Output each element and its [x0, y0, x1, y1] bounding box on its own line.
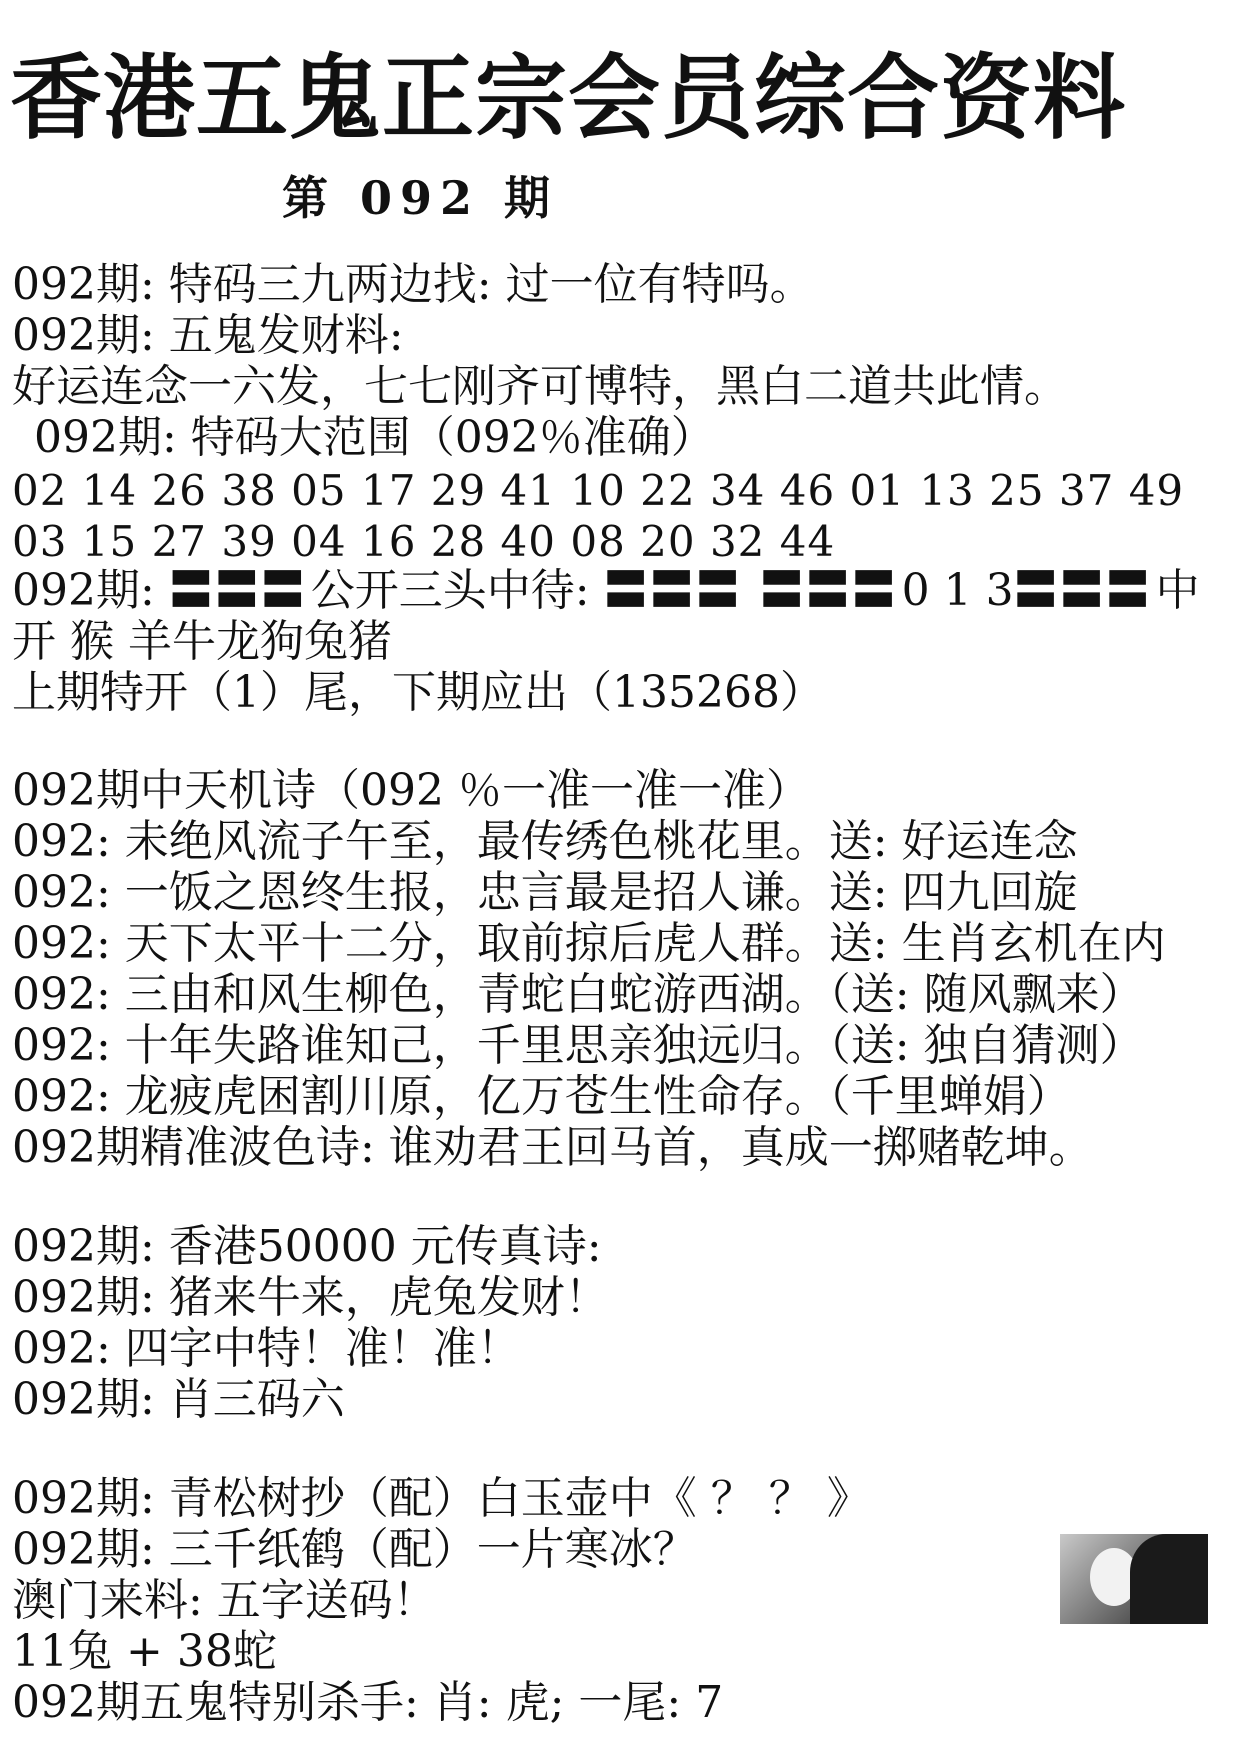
three-heads-digits: 0 1 3: [901, 565, 1014, 616]
portrait-photo: [1060, 1534, 1208, 1624]
text-line: 澳门来料: 五字送码！: [12, 1575, 437, 1626]
portrait-hair: [1130, 1534, 1208, 1624]
three-heads-line: [12, 566, 1200, 616]
three-heads-text: 公开三头中待:: [310, 565, 590, 616]
three-heads-suffix: 中: [1155, 565, 1200, 616]
text-line: 092期: 青松树抄（配）白玉壶中《 ？ ？ 》: [12, 1473, 871, 1524]
text-line: 092: 天下太平十二分，取前掠后虎人群。送: 生肖玄机在内: [12, 918, 1166, 969]
text-line: 好运连念一六发，七七刚齐可博特，黑白二道共此情。: [12, 361, 1068, 412]
text-line: 11兔 + 38蛇: [12, 1626, 277, 1677]
text-line: 092期: 特码大范围（092％准确）: [34, 412, 715, 463]
text-line: 092期: 五鬼发财料:: [12, 310, 404, 361]
text-line: 092: 十年失路谁知己，千里思亲独远归。（送: 独自猜测）: [12, 1020, 1144, 1071]
text-line: 092: 四字中特！准！准！: [12, 1323, 521, 1374]
text-line: 092: 龙疲虎困割川原，亿万苍生性命存。（千里蝉娟）: [12, 1071, 1071, 1122]
text-line: 开 猴 羊牛龙狗兔猪: [12, 616, 392, 667]
number-row: 02 14 26 38 05 17 29 41 10 22 34 46 01 13 25 37 49: [12, 466, 1185, 515]
text-line: 092期: 三千纸鹤（配）一片寒冰？: [12, 1524, 697, 1575]
text-line: 092: 一饭之恩终生报，忠言最是招人谦。送: 四九回旋: [12, 867, 1078, 918]
text-line: 092期五鬼特别杀手: 肖: 虎; 一尾: 7: [12, 1677, 724, 1728]
text-line: 092期精准波色诗: 谁劝君王回马首，真成一掷赌乾坤。: [12, 1122, 1093, 1173]
text-line: 上期特开（1）尾，下期应出（135268）: [12, 667, 824, 718]
mask-block: 〓〓〓: [168, 565, 307, 616]
text-line: 092期中天机诗（092 ％一准一准一准）: [12, 765, 810, 816]
issue-prefix: 092期:: [12, 565, 155, 616]
mask-block: 〓〓〓: [759, 565, 898, 616]
mask-block: 〓〓〓: [603, 565, 742, 616]
mask-block: 〓〓〓: [1013, 565, 1152, 616]
number-row: 03 15 27 39 04 16 28 40 08 20 32 44: [12, 517, 836, 566]
issue-number: 第 092 期: [282, 171, 559, 225]
text-line: 092期: 猪来牛来，虎兔发财！: [12, 1272, 609, 1323]
text-line: 092: 未绝风流子午至，最传绣色桃花里。送: 好运连念: [12, 816, 1078, 867]
text-line: 092期: 香港50000 元传真诗:: [12, 1221, 602, 1272]
page-title: 香港五鬼正宗会员综合资料: [10, 44, 1127, 152]
text-line: 092期: 特码三九两边找: 过一位有特吗。: [12, 259, 814, 310]
text-line: 092: 三由和风生柳色，青蛇白蛇游西湖。（送: 随风飘来）: [12, 969, 1144, 1020]
text-line: 092期: 肖三码六: [12, 1374, 345, 1425]
